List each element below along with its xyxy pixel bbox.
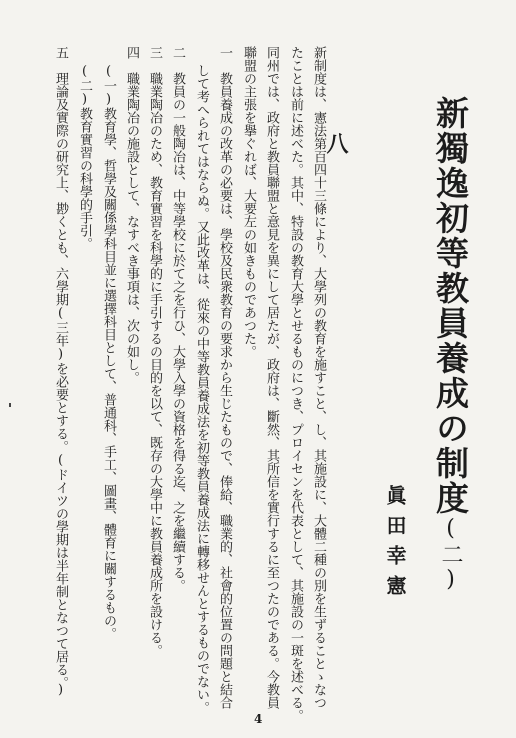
body-line: たことは前に述べた。其中、特設の教育大學とせるものにつき、プロイセンを代表として、其施設の一斑を述べる。 [288,46,303,722]
body-line: (一)教育學、哲學及關係學科目並に選擇科目として、普通科、手工、圖畫、體育に關するもの。 [101,64,116,640]
scan-speck [9,403,11,407]
article-title [427,96,473,594]
body-line: して考へられてはならぬ。又此改革は、從來の中等教員養成法を初等教員養成法に轉移せんとするものでない。 [194,64,209,714]
title-text: 新獨逸初等教員養成の制度 [431,96,470,516]
body-line: 新制度は、憲法第百四十三條により、大學列の教育を施すこと、し、其施設に、大體二種の別を生ずることゝなつ [311,46,326,709]
body-line: 三 職業陶冶のため、教育實習を科學的に手引するの目的を以て、既存の大學中に教員養成所を設ける。 [147,46,162,657]
body-line: 五 理論及實際の研究上、尠くとも、六學期(三年)を必要とする。(ドイツの學期は半年制となつて居る。) [53,46,68,698]
body-line: 二 教員の一般陶冶は、中等學校に於て之を行ひ、大學入學の資格を得る迄、之を繼續する。 [170,46,185,592]
title-part-number: (二) [438,516,463,594]
page-number: 4 [254,712,263,726]
author-name: 眞田幸憲 [383,485,407,605]
body-line: 四 職業陶冶の施設として、なすべき事項は、次の如し。 [124,46,139,384]
body-line: 一 教員養成の改革の必要は、學校及民衆教育の要求から生じたもので、俸給、職業的、社會的位置の問題と結合 [217,46,232,709]
body-line: 同州では、政府と教員聯盟と意見を異にして居たが、政府は、斷然、其所信を實行するに至つたのである。今教員 [264,46,279,709]
body-line: 聯盟の主張を擧ぐれば、大要左の如きものであつた。 [241,46,256,358]
section-number: 八 [323,132,349,154]
body-line: (二)教育實習の科學的手引。 [77,64,92,250]
